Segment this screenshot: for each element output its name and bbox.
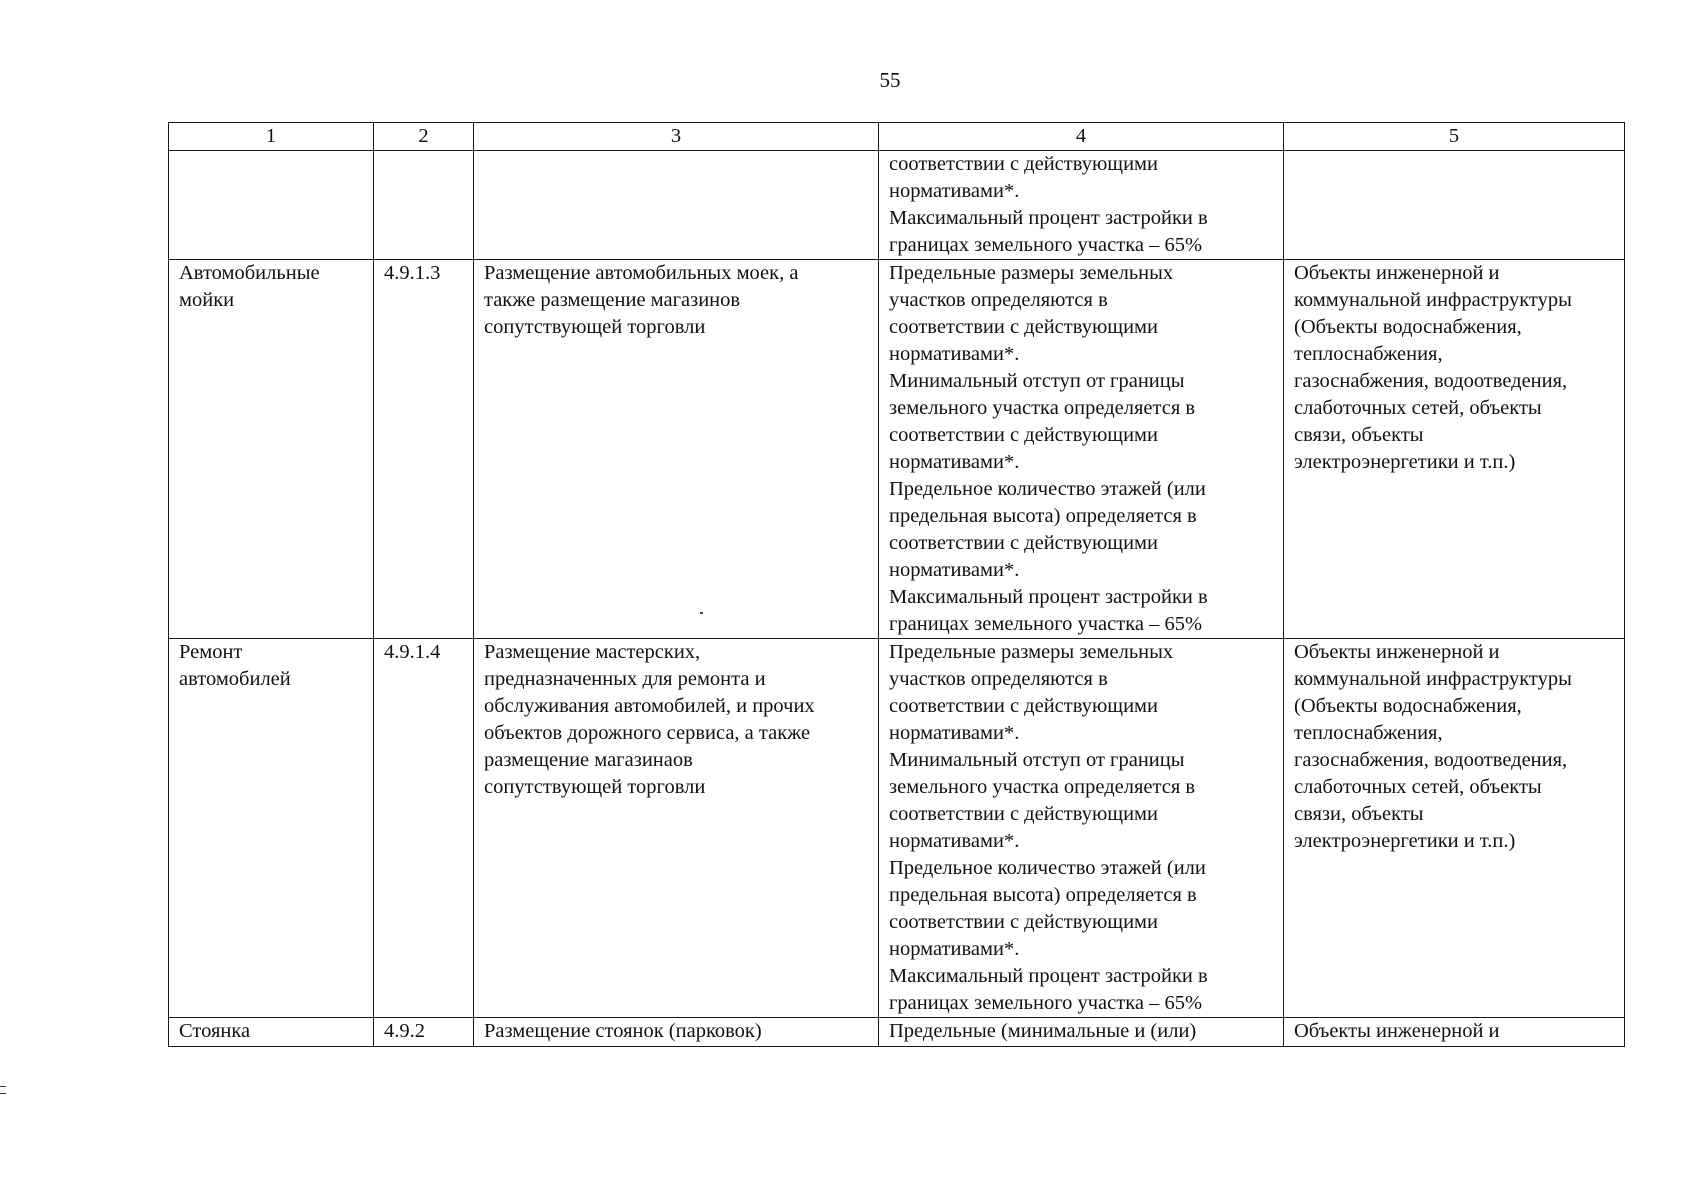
cell-code: 4.9.2 bbox=[374, 1018, 474, 1047]
header-col-2: 2 bbox=[374, 123, 474, 151]
page-number: 55 bbox=[879, 68, 901, 92]
cell-objects: Объекты инженерной и bbox=[1284, 1018, 1625, 1047]
header-col-5: 5 bbox=[1284, 123, 1625, 151]
table-row bbox=[169, 260, 1625, 639]
cell-objects: Объекты инженерной и коммунальной инфраструктуры (Объекты водоснабжения, теплоснабжения, газоснабжения, водоотведения, слаботочных сетей, объекты связи, объекты электроэнергетики и т.п.) bbox=[1284, 639, 1625, 1018]
header-col-3: 3 bbox=[474, 123, 879, 151]
cell-name bbox=[169, 151, 374, 260]
scan-artifact-dot bbox=[700, 612, 703, 614]
cell-code: 4.9.1.3 bbox=[374, 260, 474, 639]
scan-artifact-mark bbox=[0, 1086, 6, 1094]
cell-name: Стоянка bbox=[169, 1018, 374, 1047]
land-use-table bbox=[168, 122, 1625, 1047]
header-col-4: 4 bbox=[879, 123, 1284, 151]
cell-parameters: соответствии с действующими нормативами*. Максимальный процент застройки в границах земельного участка – 65% bbox=[879, 151, 1284, 260]
cell-description: Размещение мастерских, предназначенных для ремонта и обслуживания автомобилей, и прочих объектов дорожного сервиса, а также размещение магазинаов сопутствующей торговли bbox=[474, 639, 879, 1018]
header-col-1: 1 bbox=[169, 123, 374, 151]
cell-code: 4.9.1.4 bbox=[374, 639, 474, 1018]
cell-description: Размещение стоянок (парковок) bbox=[474, 1018, 879, 1047]
cell-parameters: Предельные размеры земельных участков определяются в соответствии с действующими нормативами*. Минимальный отступ от границы земельного участка определяется в соответствии с действующими нормативами*. Предельное количество этажей (или предельная высота) определяется в соответствии с действующими нормативами*. Максимальный процент застройки в границах земельного участка – 65% bbox=[879, 260, 1284, 639]
cell-objects: Объекты инженерной и коммунальной инфраструктуры (Объекты водоснабжения, теплоснабжения, газоснабжения, водоотведения, слаботочных сетей, объекты связи, объекты электроэнергетики и т.п.) bbox=[1284, 260, 1625, 639]
cell-parameters: Предельные размеры земельных участков определяются в соответствии с действующими нормативами*. Минимальный отступ от границы земельного участка определяется в соответствии с действующими нормативами*. Предельное количество этажей (или предельная высота) определяется в соответствии с действующими нормативами*. Максимальный процент застройки в границах земельного участка – 65% bbox=[879, 639, 1284, 1018]
cell-description: Размещение автомобильных моек, а также размещение магазинов сопутствующей торговли bbox=[474, 260, 879, 639]
cell-description bbox=[474, 151, 879, 260]
table-row bbox=[169, 639, 1625, 1018]
cell-name: Автомобильные мойки bbox=[169, 260, 374, 639]
cell-code bbox=[374, 151, 474, 260]
table-row bbox=[169, 1018, 1625, 1047]
cell-name: Ремонт автомобилей bbox=[169, 639, 374, 1018]
cell-objects bbox=[1284, 151, 1625, 260]
table-row bbox=[169, 151, 1625, 260]
cell-parameters: Предельные (минимальные и (или) bbox=[879, 1018, 1284, 1047]
table-header-row bbox=[169, 123, 1625, 151]
